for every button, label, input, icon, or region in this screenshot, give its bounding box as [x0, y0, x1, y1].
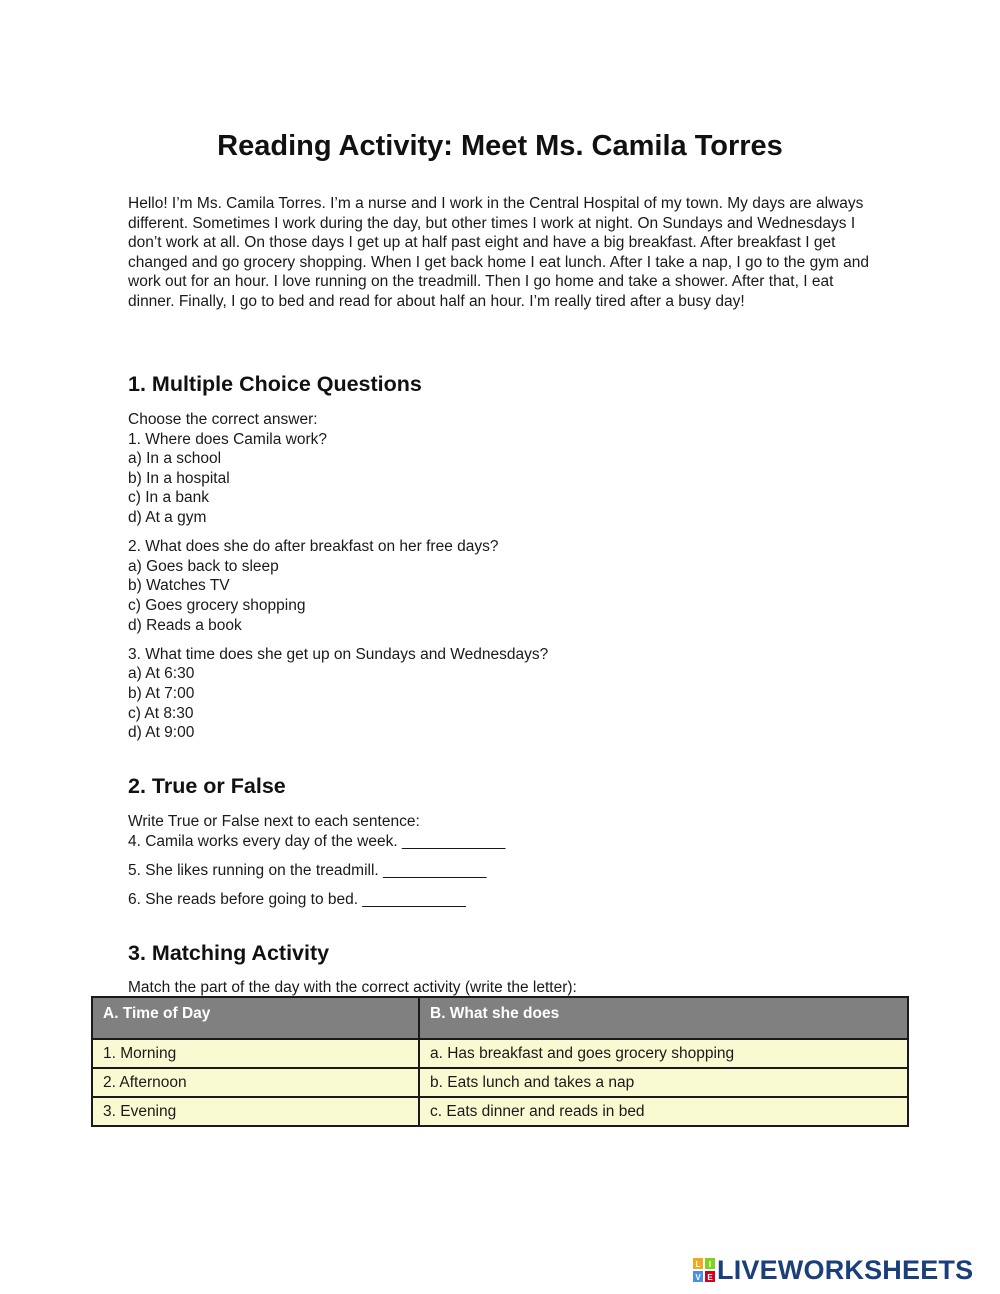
row1-time[interactable]: 1. Morning	[92, 1039, 419, 1068]
row2-time[interactable]: 2. Afternoon	[92, 1068, 419, 1097]
svg-text:L: L	[695, 1260, 701, 1269]
q3-option-d[interactable]: d) At 9:00	[128, 724, 195, 742]
section1-heading: 1. Multiple Choice Questions	[128, 372, 422, 396]
table-row	[92, 1097, 908, 1126]
multiple-choice-block	[128, 410, 888, 743]
section3-heading: 3. Matching Activity	[128, 941, 330, 965]
table-row	[92, 1068, 908, 1097]
section3-instruction: Match the part of the day with the correct activity (write the letter):	[128, 979, 577, 996]
question-1: 1. Where does Camila work?	[128, 430, 327, 448]
section2-instruction: Write True or False next to each sentence:	[128, 813, 420, 830]
q3-option-c[interactable]: c) At 8:30	[128, 704, 194, 722]
q1-option-c[interactable]: c) In a bank	[128, 489, 209, 507]
intro-paragraph: Hello! I’m Ms. Camila Torres. I’m a nurse and I work in the Central Hospital of my town. My days are always different. Sometimes I work during the day, but other times I work at night. On Sundays and Wednesdays I don’t work at all. On those days I get up at half past eight and have a big breakfast. After breakfast I get changed and go grocery shopping. When I get back home I eat lunch. After I take a nap, I go to the gym and work out for an hour. I love running on the treadmill. Then I go home and take a shower. After that, I eat dinner. Finally, I go to bed and read for about half an hour. I’m really tired after a busy day!	[128, 195, 870, 310]
question-2: 2. What does she do after breakfast on her free days?	[128, 538, 499, 556]
q2-option-c[interactable]: c) Goes grocery shopping	[128, 596, 306, 614]
row3-activity: c. Eats dinner and reads in bed	[419, 1097, 908, 1126]
question-3: 3. What time does she get up on Sundays and Wednesdays?	[128, 645, 549, 663]
svg-text:V: V	[695, 1273, 701, 1282]
header-what-she-does: B. What she does	[419, 997, 908, 1039]
table-row	[92, 1039, 908, 1068]
statement-6[interactable]: 6. She reads before going to bed. ____________	[128, 890, 466, 908]
svg-text:E: E	[707, 1273, 713, 1282]
q1-option-a[interactable]: a) In a school	[128, 450, 222, 468]
true-false-block	[128, 812, 888, 910]
q2-option-b[interactable]: b) Watches TV	[128, 577, 230, 595]
liveworksheets-logo-icon	[693, 1258, 715, 1282]
row3-time[interactable]: 3. Evening	[92, 1097, 419, 1126]
table-header-row	[92, 997, 908, 1039]
logo-text: LIVEWORKSHEETS	[717, 1255, 974, 1285]
liveworksheets-logo	[693, 1256, 973, 1284]
q2-option-a[interactable]: a) Goes back to sleep	[128, 557, 279, 575]
q3-option-a[interactable]: a) At 6:30	[128, 665, 195, 683]
row1-activity: a. Has breakfast and goes grocery shopping	[419, 1039, 908, 1068]
q3-option-b[interactable]: b) At 7:00	[128, 684, 195, 702]
q2-option-d[interactable]: d) Reads a book	[128, 616, 242, 634]
section2-heading: 2. True or False	[128, 774, 286, 798]
section1-instruction: Choose the correct answer:	[128, 411, 318, 428]
header-time-of-day: A. Time of Day	[92, 997, 419, 1039]
q1-option-d[interactable]: d) At a gym	[128, 508, 207, 526]
matching-table	[91, 996, 909, 1127]
q1-option-b[interactable]: b) In a hospital	[128, 469, 230, 487]
statement-5[interactable]: 5. She likes running on the treadmill. ____________	[128, 861, 487, 879]
page-title: Reading Activity: Meet Ms. Camila Torres	[217, 130, 783, 162]
row2-activity: b. Eats lunch and takes a nap	[419, 1068, 908, 1097]
svg-text:I: I	[708, 1260, 712, 1269]
statement-4[interactable]: 4. Camila works every day of the week. ____________	[128, 832, 506, 850]
